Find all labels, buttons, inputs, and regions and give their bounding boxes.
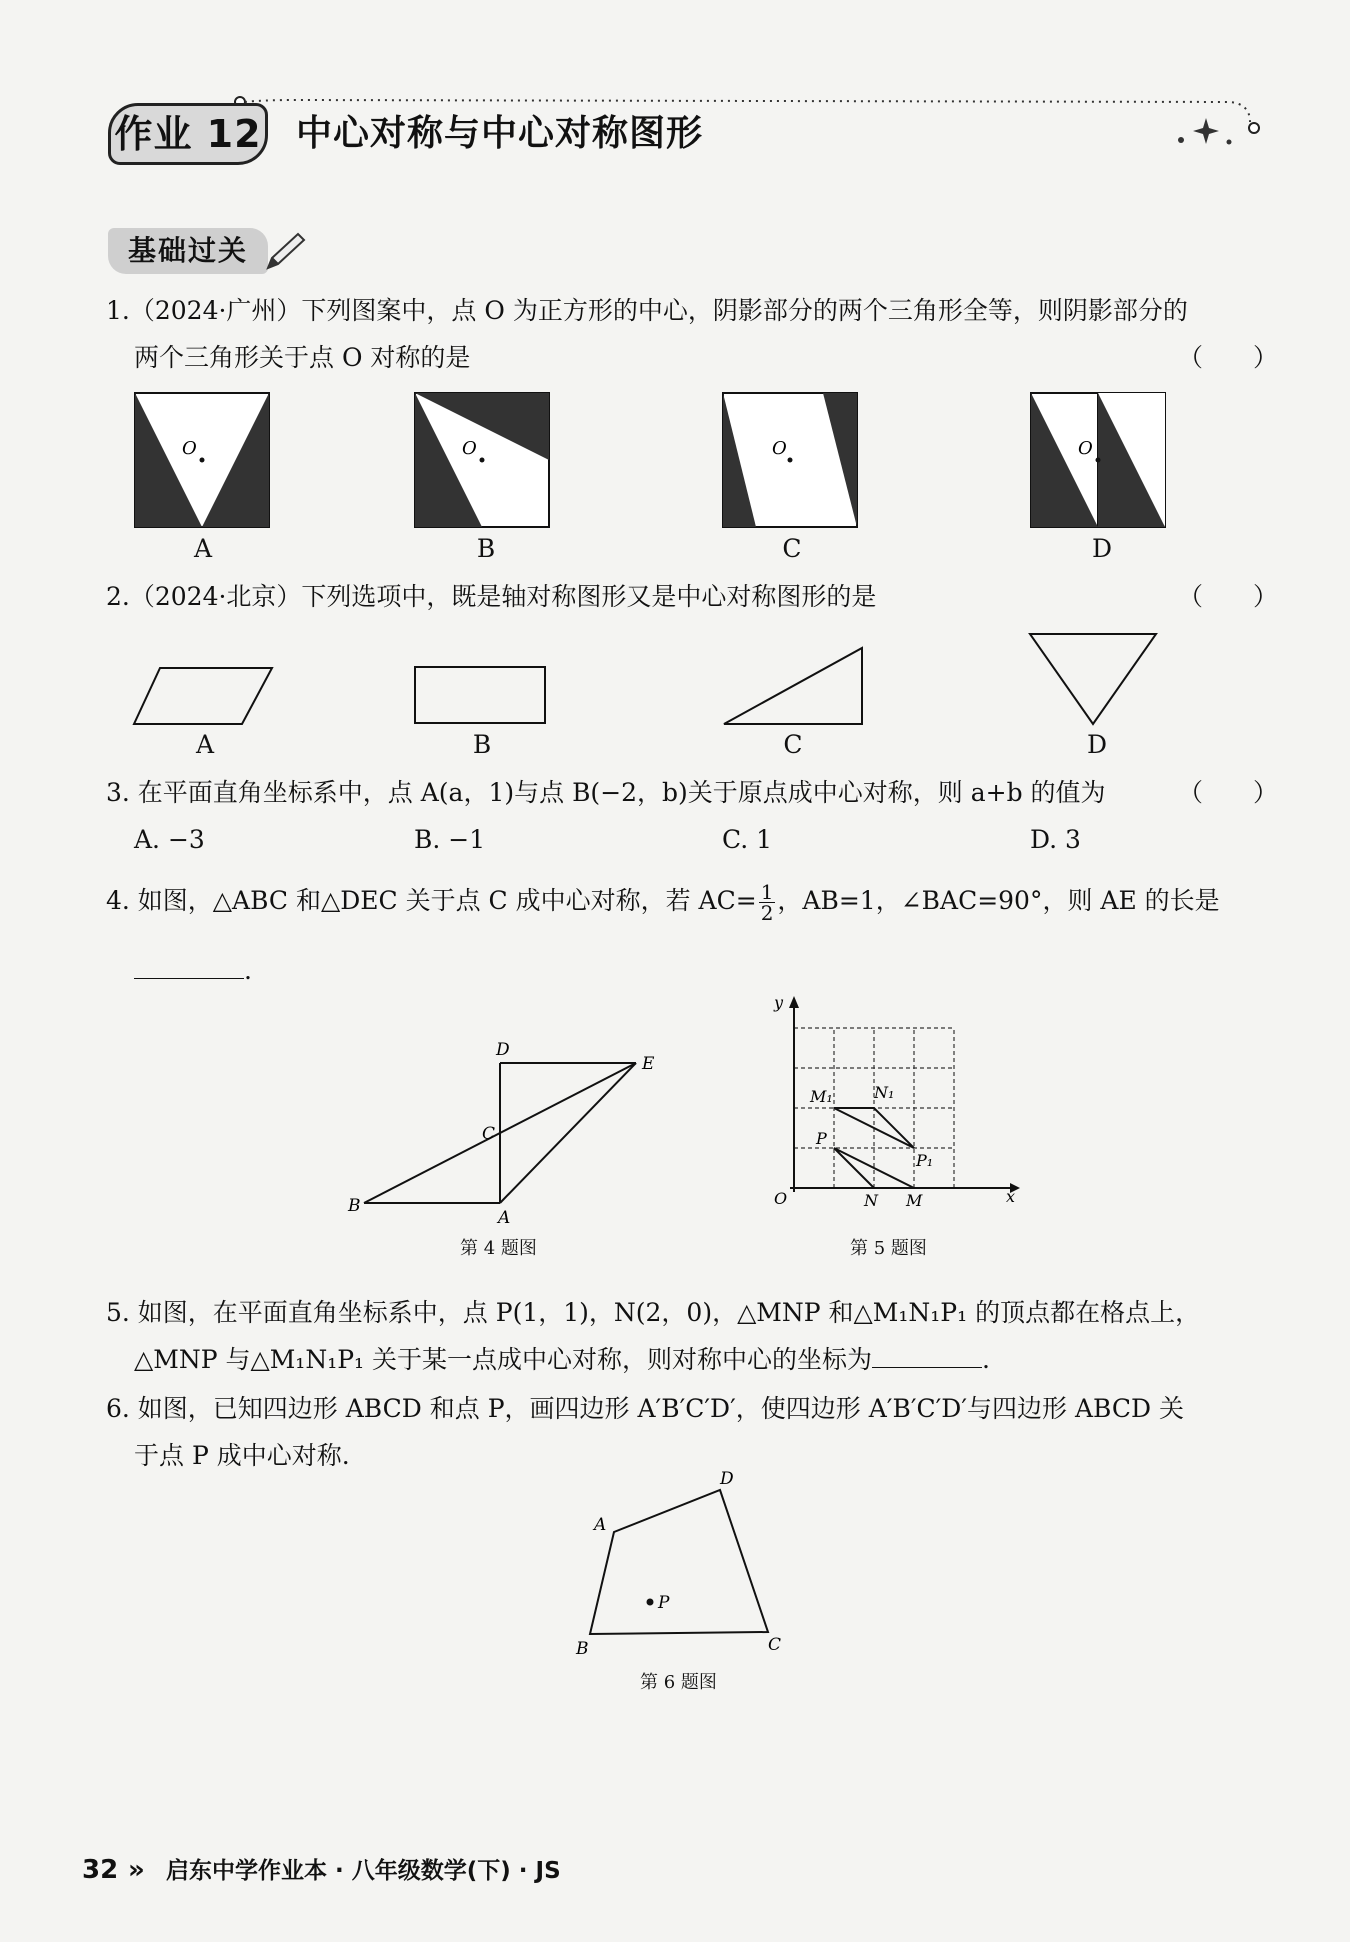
q3-answer-paren: （ ）: [1178, 778, 1279, 807]
q1-figure-d: [1030, 392, 1170, 532]
q1-option-b: B: [476, 534, 496, 563]
fig4-label-e: E: [642, 1054, 655, 1074]
q1-b-point-o: O: [462, 438, 477, 459]
header-decoration: [0, 0, 1350, 200]
figure-4: [340, 1035, 670, 1230]
q1-figure-b: [414, 392, 554, 532]
fig5-label-m: M: [906, 1191, 923, 1210]
q2-answer-paren: （ ）: [1178, 582, 1279, 611]
section-tag: 基础过关: [108, 228, 268, 274]
fig6-label-p: P: [658, 1593, 670, 1613]
q1-option-d: D: [1091, 534, 1113, 563]
fig5-label-p1: P₁: [916, 1151, 934, 1170]
q1-option-a: A: [193, 534, 213, 563]
fig5-label-p: P: [816, 1129, 827, 1148]
fig4-label-a: A: [498, 1208, 511, 1228]
q3-line1: 3. 在平面直角坐标系中，点 A(a，1)与点 B(−2，b)关于原点成中心对称，则 a+b 的值为: [106, 778, 1106, 807]
q2-figure-a-parallelogram: [130, 660, 280, 730]
q1-a-point-o: O: [182, 438, 197, 459]
fig6-label-b: B: [576, 1639, 589, 1659]
homework-badge: 作业 12: [108, 103, 268, 165]
q2-line1: 2.（2024·北京）下列选项中，既是轴对称图形又是中心对称图形的是: [106, 582, 877, 611]
fig5-label-x: x: [1006, 1187, 1016, 1206]
q3-option-c: C. 1: [722, 825, 773, 854]
q4-text-after: ，AB=1，∠BAC=90°，则 AE 的长是: [777, 886, 1220, 915]
q5-line2: △MNP 与△M₁N₁P₁ 关于某一点成中心对称，则对称中心的坐标为: [134, 1345, 873, 1374]
q4-end: .: [244, 956, 252, 985]
fig5-label-n: N: [864, 1191, 878, 1210]
fig6-point-p: [647, 1599, 654, 1606]
q5-answer-blank[interactable]: [872, 1342, 982, 1368]
fig5-label-m1: M₁: [810, 1087, 833, 1106]
q4-answer-blank[interactable]: [134, 953, 244, 979]
fig6-caption: 第 6 题图: [640, 1672, 717, 1693]
q2-option-b: B: [472, 730, 492, 759]
fig4-label-c: C: [482, 1124, 496, 1144]
footer-book-title: 启东中学作业本 · 八年级数学(下) · JS: [166, 1858, 561, 1884]
q1-line2: 两个三角形关于点 O 对称的是: [134, 343, 471, 372]
page-number: 32: [82, 1855, 119, 1885]
q3-option-a: A. −3: [134, 825, 205, 854]
q6-line2: 于点 P 成中心对称.: [134, 1441, 350, 1470]
q5-line2-wrap: [134, 1341, 990, 1379]
q5-line1: 5. 如图，在平面直角坐标系中，点 P(1，1)，N(2，0)，△MNP 和△M₁N₁P₁ 的顶点都在格点上，: [106, 1298, 1201, 1327]
q4-fraction: [759, 882, 776, 923]
fig5-label-o: O: [774, 1189, 788, 1208]
q1-d-point-o: O: [1078, 438, 1093, 459]
fig4-label-d: D: [496, 1040, 510, 1060]
pencil-icon: [262, 228, 310, 276]
q4-frac-den: 2: [760, 901, 774, 925]
q6-line1: 6. 如图，已知四边形 ABCD 和点 P，画四边形 A′B′C′D′，使四边形 A′B′C′D′与四边形 ABCD 关: [106, 1394, 1184, 1423]
q1-option-c: C: [782, 534, 802, 563]
q2-figure-b-rectangle: [410, 660, 550, 730]
fig6-label-c: C: [768, 1635, 782, 1655]
fig5-triangle-mnp: [834, 1148, 914, 1188]
fig6-label-d: D: [720, 1469, 734, 1489]
fig6-quadrilateral-abcd: [590, 1490, 768, 1634]
q4-answer-line: [134, 952, 252, 990]
fig6-label-a: A: [594, 1515, 607, 1535]
q4-frac-num: 1: [760, 880, 774, 904]
q1-figure-c: [722, 392, 862, 532]
q1-line1: 1.（2024·广州）下列图案中，点 O 为正方形的中心，阴影部分的两个三角形全等，则阴影部分的: [106, 296, 1188, 325]
q2-option-d: D: [1086, 730, 1108, 759]
fig4-label-b: B: [348, 1196, 361, 1216]
figure-5: [760, 992, 1020, 1216]
fig4-caption: 第 4 题图: [460, 1238, 537, 1259]
fig5-label-y: y: [774, 993, 784, 1012]
q4-text-before: 4. 如图，△ABC 和△DEC 关于点 C 成中心对称，若 AC=: [106, 886, 757, 915]
figure-6: [570, 1468, 800, 1664]
fig5-label-n1: N₁: [874, 1083, 895, 1102]
footer-arrow-icon: »: [128, 1855, 145, 1885]
q2-option-a: A: [195, 730, 215, 759]
fig5-caption: 第 5 题图: [850, 1238, 927, 1259]
q2-figure-d-triangle: [1026, 628, 1160, 734]
page-title: 中心对称与中心对称图形: [296, 113, 704, 154]
q1-c-point-o: O: [772, 438, 787, 459]
q5-end: .: [982, 1345, 990, 1374]
q2-option-c: C: [783, 730, 803, 759]
q2-figure-c-right-triangle: [718, 640, 868, 732]
q1-figure-a: [134, 392, 274, 532]
q1-answer-paren: （ ）: [1178, 343, 1279, 372]
q4-line1: [106, 882, 1220, 923]
q3-option-d: D. 3: [1030, 825, 1081, 854]
q3-option-b: B. −1: [414, 825, 486, 854]
